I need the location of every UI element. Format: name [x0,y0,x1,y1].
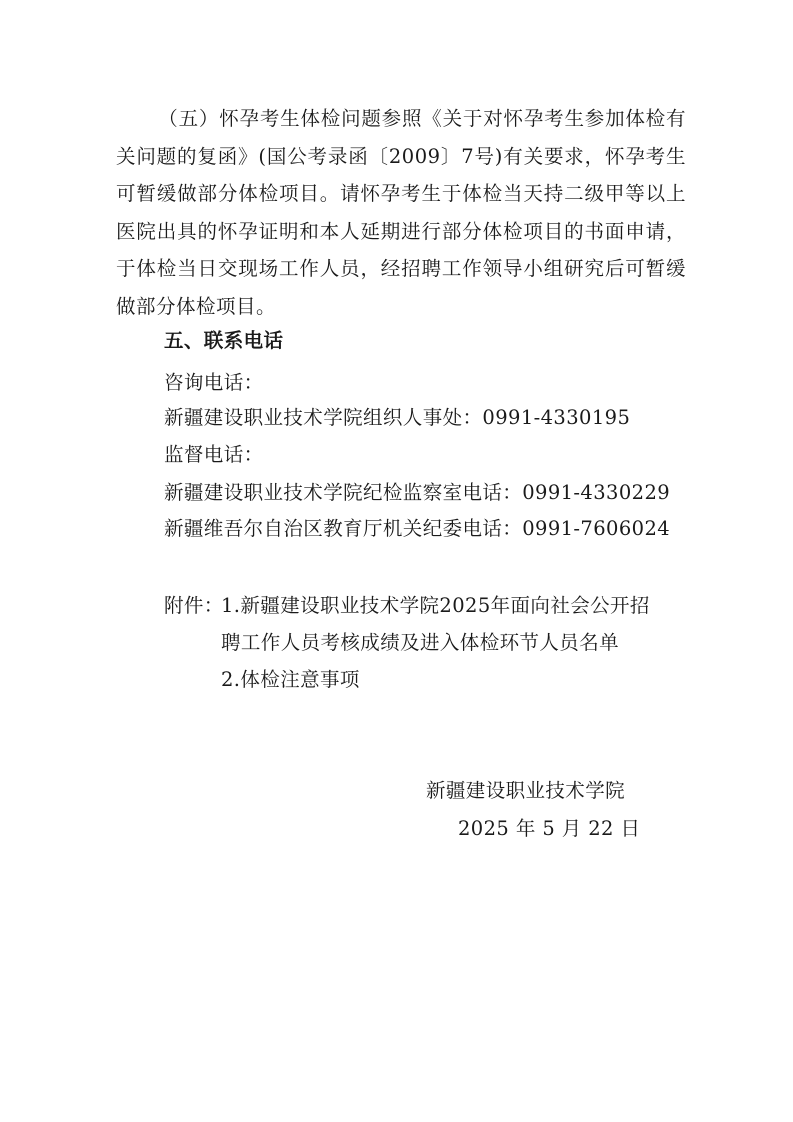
supervise-phone-label: 监督电话： [164,443,264,466]
consult-phone-label: 咨询电话： [164,371,264,394]
signature-org: 新疆建设职业技术学院 [426,779,626,802]
pregnancy-exam-text: （五）怀孕考生体检问题参照《关于对怀孕考生参加体检有关问题的复函》(国公考录函〔2009〕7号)有关要求，怀孕考生可暂缓做部分体检项目。请怀孕考生于体检当天持二级甲等以上医院出具的怀孕证明和本人延期进行部分体检项目的书面申请，于体检当日交现场工作人员，经招聘工作领导小组研究后可暂缓做部分体检项目。 [116,107,686,318]
attachment-item-1-line-2: 聘工作人员考核成绩及进入体检环节人员名单 [221,631,620,654]
supervise-phone-line-1: 新疆建设职业技术学院纪检监察室电话：0991-4330229 [164,481,671,504]
pregnancy-exam-paragraph [116,100,686,325]
supervise-phone-line-2: 新疆维吾尔自治区教育厅机关纪委电话：0991-7606024 [164,517,671,540]
attachment-item-2: 2.体检注意事项 [221,668,360,691]
attachment-item-1-line-1: 1.新疆建设职业技术学院2025年面向社会公开招 [221,594,650,617]
consult-phone-line: 新疆建设职业技术学院组织人事处：0991-4330195 [164,406,631,429]
signature-date: 2025 年 5 月 22 日 [458,817,641,840]
contact-heading: 五、联系电话 [164,329,284,352]
attachment-label: 附件： [164,594,224,617]
